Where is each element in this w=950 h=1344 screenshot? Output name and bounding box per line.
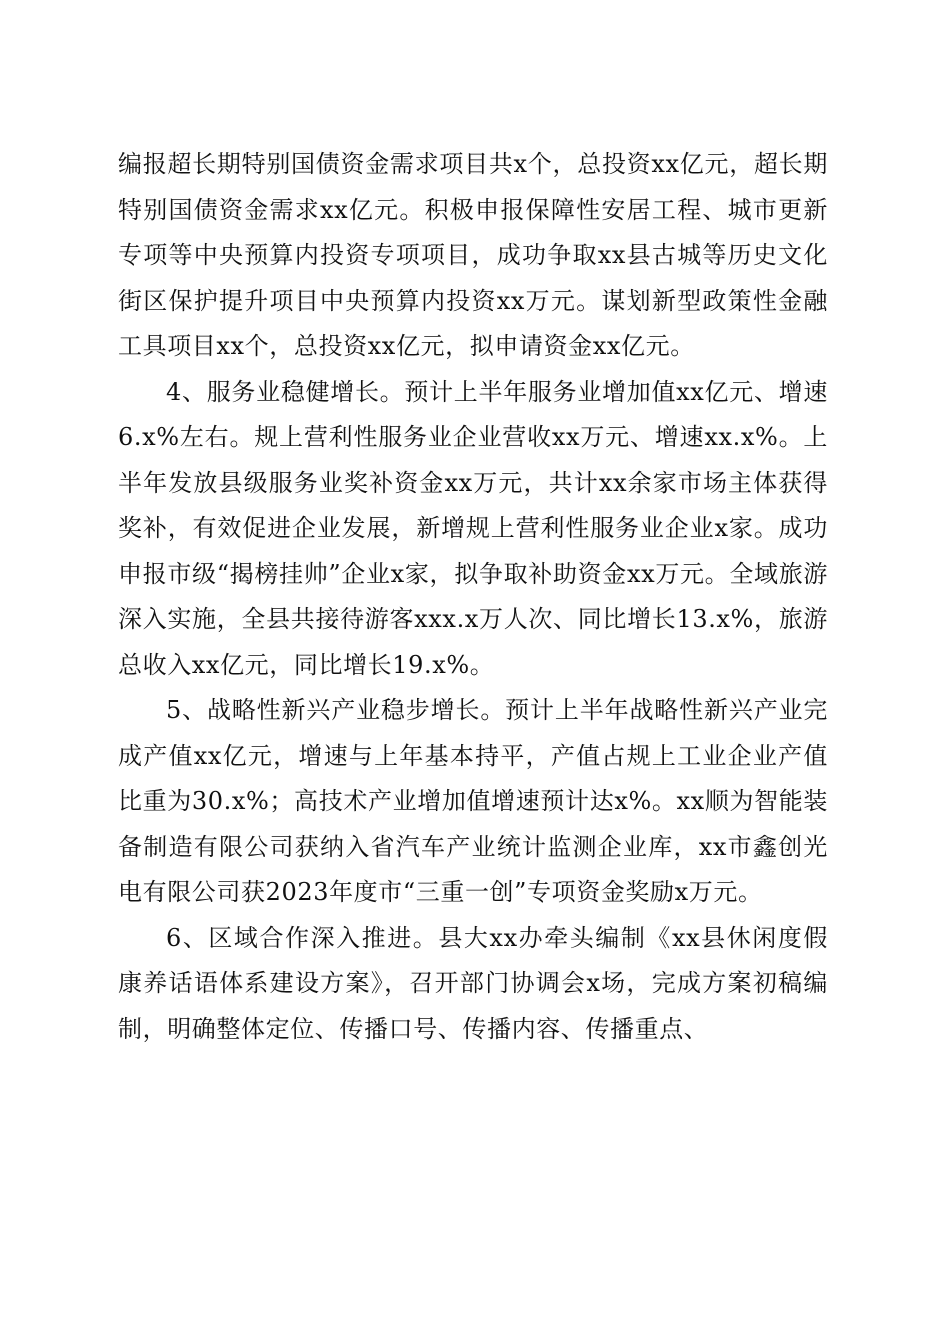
paragraph-service-industry: 4、服务业稳健增长。预计上半年服务业增加值xx亿元、增速6.x%左右。规上营利性服务业企业营收xx万元、增速xx.x%。上半年发放县级服务业奖补资金xx万元，共计xx余家市场主体获得奖补，有效促进企业发展，新增规上营利性服务业企业x家。成功申报市级“揭榜挂帅”企业x家，拟争取补助资金xx万元。全域旅游深入实施，全县共接待游客xxx.x万人次、同比增长13.x%，旅游总收入xx亿元，同比增长19.x%。 [118,377,828,679]
paragraph-emerging-industries: 5、战略性新兴产业稳步增长。预计上半年战略性新兴产业完成产值xx亿元，增速与上年基本持平，产值占规上工业企业产值比重为30.x%；高技术产业增加值增速预计达x%。xx顺为智能装备制造有限公司获纳入省汽车产业统计监测企业库，xx市鑫创光电有限公司获2023年度市“三重一创”专项资金奖励x万元。 [118,696,828,906]
document-body [118,142,828,1052]
paragraph-fund-projects: 编报超长期特别国债资金需求项目共x个，总投资xx亿元，超长期特别国债资金需求xx亿元。积极申报保障性安居工程、城市更新专项等中央预算内投资专项项目，成功争取xx县古城等历史文化街区保护提升项目中央预算内投资xx万元。谋划新型政策性金融工具项目xx个，总投资xx亿元，拟申请资金xx亿元。 [118,150,828,360]
paragraph-regional-cooperation: 6、区域合作深入推进。县大xx办牵头编制《xx县休闲度假康养话语体系建设方案》，召开部门协调会x场，完成方案初稿编制，明确整体定位、传播口号、传播内容、传播重点、 [118,923,828,1043]
